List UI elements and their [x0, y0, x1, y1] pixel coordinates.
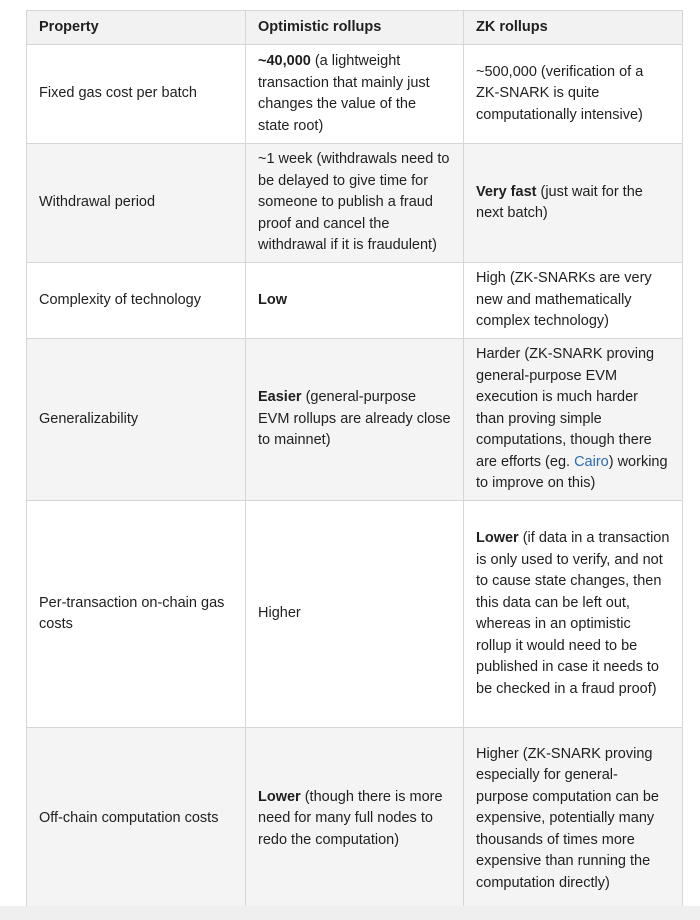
cell-text: (general-purpose EVM rollups are already close to mainnet)	[258, 389, 451, 449]
cell-optimistic	[246, 501, 464, 728]
cell-text: (if data in a transaction is only used to verify, and not to cause state changes, then this data can be left out, whereas in an optimistic rollup it would need to be published in case it needs to be checked in a fraud proof)	[476, 530, 670, 697]
header-property: Property	[27, 11, 246, 45]
table-row	[27, 339, 683, 501]
page-bottom-strip	[0, 906, 700, 920]
cell-property: Per-transaction on-chain gas costs	[27, 501, 246, 728]
cell-optimistic	[246, 263, 464, 339]
comparison-table	[26, 10, 683, 911]
cell-optimistic	[246, 144, 464, 263]
cell-property: Generalizability	[27, 339, 246, 501]
table-row	[27, 728, 683, 911]
table-row	[27, 45, 683, 144]
cell-text: High (ZK-SNARKs are very new and mathematically complex technology)	[476, 270, 652, 330]
cell-bold: Easier	[258, 389, 302, 406]
cell-zk	[464, 728, 683, 911]
header-zk: ZK rollups	[464, 11, 683, 45]
cell-optimistic	[246, 339, 464, 501]
cell-zk	[464, 144, 683, 263]
table-row	[27, 144, 683, 263]
cell-text: Higher (ZK-SNARK proving especially for general-purpose computation can be expensive, potentially many thousands of times more expensive than running the computation directly)	[476, 745, 659, 891]
table-header	[27, 11, 683, 45]
cell-text: Higher	[258, 605, 301, 622]
cell-zk	[464, 501, 683, 728]
cell-property: Fixed gas cost per batch	[27, 45, 246, 144]
header-optimistic: Optimistic rollups	[246, 11, 464, 45]
cell-text: ~500,000 (verification of a ZK-SNARK is quite computationally intensive)	[476, 63, 644, 123]
cell-zk	[464, 339, 683, 501]
cell-text: Harder (ZK-SNARK proving general-purpose EVM execution is much harder than proving simple computations, though there are efforts (eg.	[476, 346, 655, 470]
cell-property: Withdrawal period	[27, 144, 246, 263]
cell-bold: Lower	[476, 530, 519, 546]
cell-bold: Very fast	[476, 183, 537, 200]
header-row	[27, 11, 683, 45]
cell-optimistic	[246, 45, 464, 144]
cell-property: Off-chain computation costs	[27, 728, 246, 911]
cell-zk	[464, 45, 683, 144]
cell-bold: Lower	[258, 788, 301, 805]
cell-bold: Low	[258, 291, 287, 308]
table-row	[27, 263, 683, 339]
cairo-link[interactable]: Cairo	[574, 453, 609, 470]
cell-text: ~1 week (withdrawals need to be delayed to give time for someone to publish a fraud proof and cancel the withdrawal if it is fraudulent)	[258, 151, 450, 254]
cell-property: Complexity of technology	[27, 263, 246, 339]
cell-text: (though there is more need for many full nodes to redo the computation)	[258, 788, 443, 848]
cell-text: (a lightweight transaction that mainly just changes the value of the state root)	[258, 53, 430, 134]
cell-bold: ~40,000	[258, 53, 311, 69]
cell-optimistic	[246, 728, 464, 911]
cell-zk	[464, 263, 683, 339]
table-row	[27, 501, 683, 728]
cell-text: (just wait for the next batch)	[476, 183, 643, 221]
table-body	[27, 45, 683, 911]
cell-text: ) working to improve on this)	[476, 453, 668, 492]
